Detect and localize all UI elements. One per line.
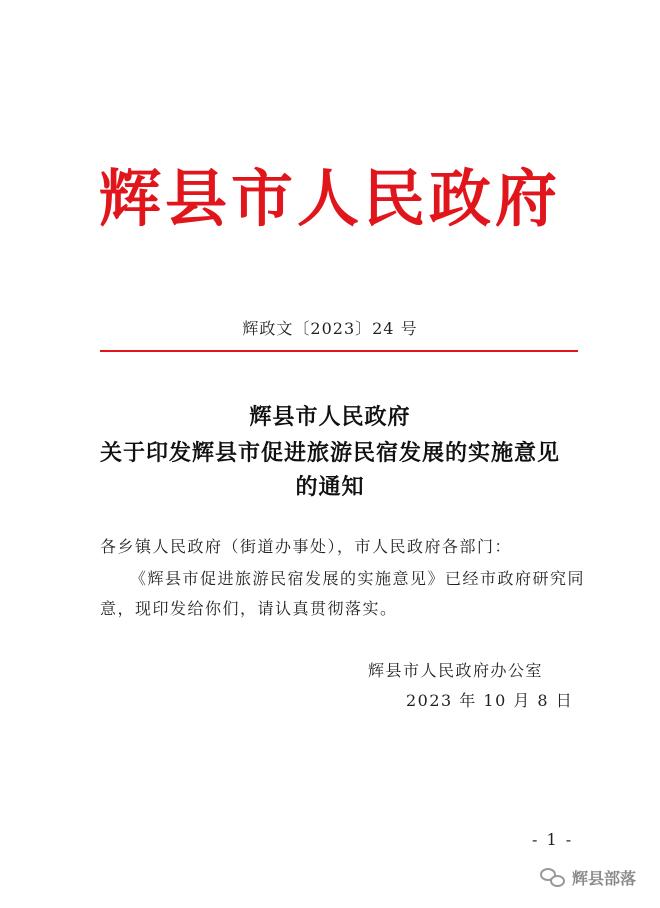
- title-line-2: 关于印发辉县市促进旅游民宿发展的实施意见: [99, 440, 560, 466]
- title-line-3: 的通知: [295, 474, 365, 500]
- wechat-icon: [540, 868, 566, 888]
- issuer-header: 辉县市人民政府: [98, 162, 561, 235]
- title-line-1: 辉县市人民政府: [249, 404, 411, 430]
- document-number: 辉政文〔2023〕24 号: [242, 319, 418, 338]
- signature-org: 辉县市人民政府办公室: [368, 661, 544, 680]
- paragraph-line-1: 《辉县市促进旅游民宿发展的实施意见》已经市政府研究同: [130, 569, 586, 588]
- signature-date: 2023 年 10 月 8 日: [406, 691, 574, 710]
- paragraph-line-2: 意，现印发给你们，请认真贯彻落实。: [100, 599, 398, 618]
- page-number: - 1 -: [532, 830, 574, 849]
- account-watermark: [540, 866, 636, 889]
- red-divider: [100, 350, 578, 352]
- watermark-account-name: 辉县部落: [572, 869, 637, 888]
- salutation: 各乡镇人民政府（街道办事处），市人民政府各部门：: [100, 537, 513, 556]
